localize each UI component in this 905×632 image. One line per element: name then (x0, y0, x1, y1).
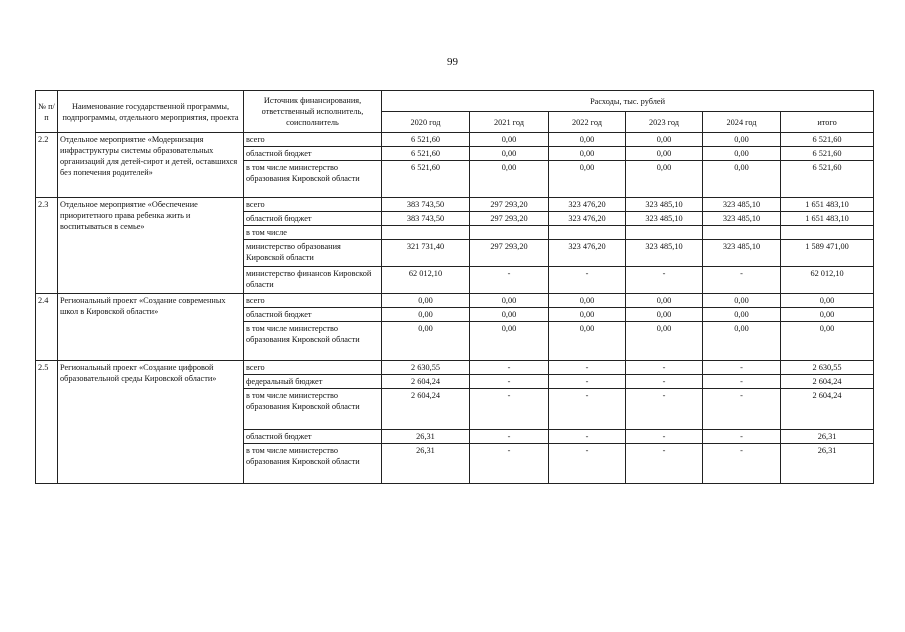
value-cell: 0,00 (626, 308, 703, 322)
value-total: 1 651 483,10 (781, 198, 874, 212)
funding-source: федеральный бюджет (244, 375, 382, 389)
value-cell: 26,31 (382, 430, 470, 444)
value-cell: 0,00 (549, 308, 626, 322)
funding-source: в том числе министерство образования Кировской области (244, 444, 382, 484)
header-year: 2023 год (626, 112, 703, 133)
value-cell: 6 521,60 (382, 161, 470, 198)
value-total: 62 012,10 (781, 267, 874, 294)
value-cell: 26,31 (382, 444, 470, 484)
header-row-top (36, 91, 874, 112)
header-total: итого (781, 112, 874, 133)
value-cell: 0,00 (549, 322, 626, 361)
table-row (36, 133, 874, 147)
value-total: 1 651 483,10 (781, 212, 874, 226)
row-number: 2.3 (36, 198, 58, 294)
funding-source: в том числе министерство образования Кировской области (244, 161, 382, 198)
measure-name: Региональный проект «Создание современных школ в Кировской области» (58, 294, 244, 361)
value-cell (703, 226, 781, 240)
value-cell: 323 485,10 (626, 198, 703, 212)
page-number: 99 (447, 56, 458, 68)
value-cell: 0,00 (470, 133, 549, 147)
header-name: Наименование государственной программы, подпрограммы, отдельного мероприятия, проекта (58, 91, 244, 133)
value-cell: - (549, 267, 626, 294)
funding-source: в том числе (244, 226, 382, 240)
value-cell (382, 226, 470, 240)
funding-source: областной бюджет (244, 430, 382, 444)
row-number: 2.5 (36, 361, 58, 484)
value-cell: 0,00 (549, 147, 626, 161)
value-cell: - (470, 389, 549, 430)
value-total: 6 521,60 (781, 147, 874, 161)
value-cell: 0,00 (703, 308, 781, 322)
value-total (781, 226, 874, 240)
value-cell: - (470, 444, 549, 484)
value-cell: - (626, 430, 703, 444)
value-cell: 62 012,10 (382, 267, 470, 294)
value-total: 1 589 471,00 (781, 240, 874, 267)
funding-source: областной бюджет (244, 147, 382, 161)
value-cell: - (549, 375, 626, 389)
value-cell: 0,00 (470, 322, 549, 361)
value-cell: 323 485,10 (703, 240, 781, 267)
funding-source: всего (244, 133, 382, 147)
funding-source: всего (244, 361, 382, 375)
value-cell: - (626, 389, 703, 430)
value-total: 26,31 (781, 430, 874, 444)
value-cell: - (703, 444, 781, 484)
table-row (36, 294, 874, 308)
value-cell: 321 731,40 (382, 240, 470, 267)
value-cell: 383 743,50 (382, 198, 470, 212)
value-cell: - (549, 430, 626, 444)
value-total: 26,31 (781, 444, 874, 484)
value-cell: 323 485,10 (626, 212, 703, 226)
value-cell: 0,00 (626, 161, 703, 198)
funding-source: областной бюджет (244, 212, 382, 226)
value-cell (549, 226, 626, 240)
value-cell: - (549, 361, 626, 375)
value-cell: - (626, 444, 703, 484)
value-cell: 0,00 (549, 161, 626, 198)
value-cell (626, 226, 703, 240)
value-cell: 323 476,20 (549, 212, 626, 226)
value-cell: 383 743,50 (382, 212, 470, 226)
table-row (36, 361, 874, 375)
value-cell: 2 630,55 (382, 361, 470, 375)
value-cell: 2 604,24 (382, 389, 470, 430)
measure-name: Региональный проект «Создание цифровой образовательной среды Кировской области» (58, 361, 244, 484)
value-cell: - (703, 267, 781, 294)
row-number: 2.2 (36, 133, 58, 198)
value-cell: 323 485,10 (703, 212, 781, 226)
value-total: 6 521,60 (781, 133, 874, 147)
value-total: 0,00 (781, 308, 874, 322)
value-cell: 0,00 (549, 133, 626, 147)
value-cell: - (703, 430, 781, 444)
value-cell: - (470, 267, 549, 294)
value-cell: 323 476,20 (549, 240, 626, 267)
value-total: 2 604,24 (781, 375, 874, 389)
value-total: 6 521,60 (781, 161, 874, 198)
value-cell: - (549, 389, 626, 430)
value-cell: - (549, 444, 626, 484)
value-total: 0,00 (781, 322, 874, 361)
value-cell: 0,00 (703, 322, 781, 361)
value-cell: 297 293,20 (470, 198, 549, 212)
value-cell: - (703, 361, 781, 375)
header-year: 2024 год (703, 112, 781, 133)
header-source: Источник финансирования, ответственный исполнитель, соисполнитель (244, 91, 382, 133)
value-total: 0,00 (781, 294, 874, 308)
value-cell: - (470, 361, 549, 375)
value-cell: 6 521,60 (382, 133, 470, 147)
value-cell: 6 521,60 (382, 147, 470, 161)
value-cell: 2 604,24 (382, 375, 470, 389)
value-cell: 0,00 (382, 322, 470, 361)
value-cell: 0,00 (703, 147, 781, 161)
value-total: 2 630,55 (781, 361, 874, 375)
financing-table (35, 90, 874, 484)
value-cell: 0,00 (626, 322, 703, 361)
measure-name: Отдельное мероприятие «Обеспечение приоритетного права ребенка жить и воспитываться в семье» (58, 198, 244, 294)
value-cell: 0,00 (470, 147, 549, 161)
value-cell: - (470, 375, 549, 389)
value-cell (470, 226, 549, 240)
funding-source: в том числе министерство образования Кировской области (244, 389, 382, 430)
value-cell: 0,00 (626, 133, 703, 147)
value-cell: - (626, 361, 703, 375)
header-no: № п/п (36, 91, 58, 133)
value-cell: 0,00 (626, 147, 703, 161)
funding-source: министерство финансов Кировской области (244, 267, 382, 294)
value-cell: 0,00 (549, 294, 626, 308)
value-cell: - (703, 389, 781, 430)
header-year: 2021 год (470, 112, 549, 133)
value-cell: 0,00 (382, 294, 470, 308)
value-cell: 0,00 (626, 294, 703, 308)
value-cell: 0,00 (470, 308, 549, 322)
funding-source: всего (244, 294, 382, 308)
value-cell: 297 293,20 (470, 212, 549, 226)
value-cell: 323 485,10 (703, 198, 781, 212)
funding-source: областной бюджет (244, 308, 382, 322)
funding-source: министерство образования Кировской области (244, 240, 382, 267)
funding-source: всего (244, 198, 382, 212)
value-cell: 323 476,20 (549, 198, 626, 212)
value-cell: 0,00 (703, 161, 781, 198)
value-cell: - (626, 267, 703, 294)
row-number: 2.4 (36, 294, 58, 361)
value-cell: - (703, 375, 781, 389)
value-cell: 0,00 (470, 294, 549, 308)
value-cell: 0,00 (382, 308, 470, 322)
value-cell: 297 293,20 (470, 240, 549, 267)
value-cell: - (470, 430, 549, 444)
header-expenses: Расходы, тыс. рублей (382, 91, 874, 112)
table-row (36, 198, 874, 212)
value-cell: 0,00 (703, 133, 781, 147)
header-year: 2022 год (549, 112, 626, 133)
value-cell: 323 485,10 (626, 240, 703, 267)
header-year: 2020 год (382, 112, 470, 133)
value-total: 2 604,24 (781, 389, 874, 430)
measure-name: Отдельное мероприятие «Модернизация инфраструктуры системы образовательных организаций для детей-сирот и детей, оставшихся без попечения родителей» (58, 133, 244, 198)
value-cell: - (626, 375, 703, 389)
value-cell: 0,00 (703, 294, 781, 308)
funding-source: в том числе министерство образования Кировской области (244, 322, 382, 361)
value-cell: 0,00 (470, 161, 549, 198)
